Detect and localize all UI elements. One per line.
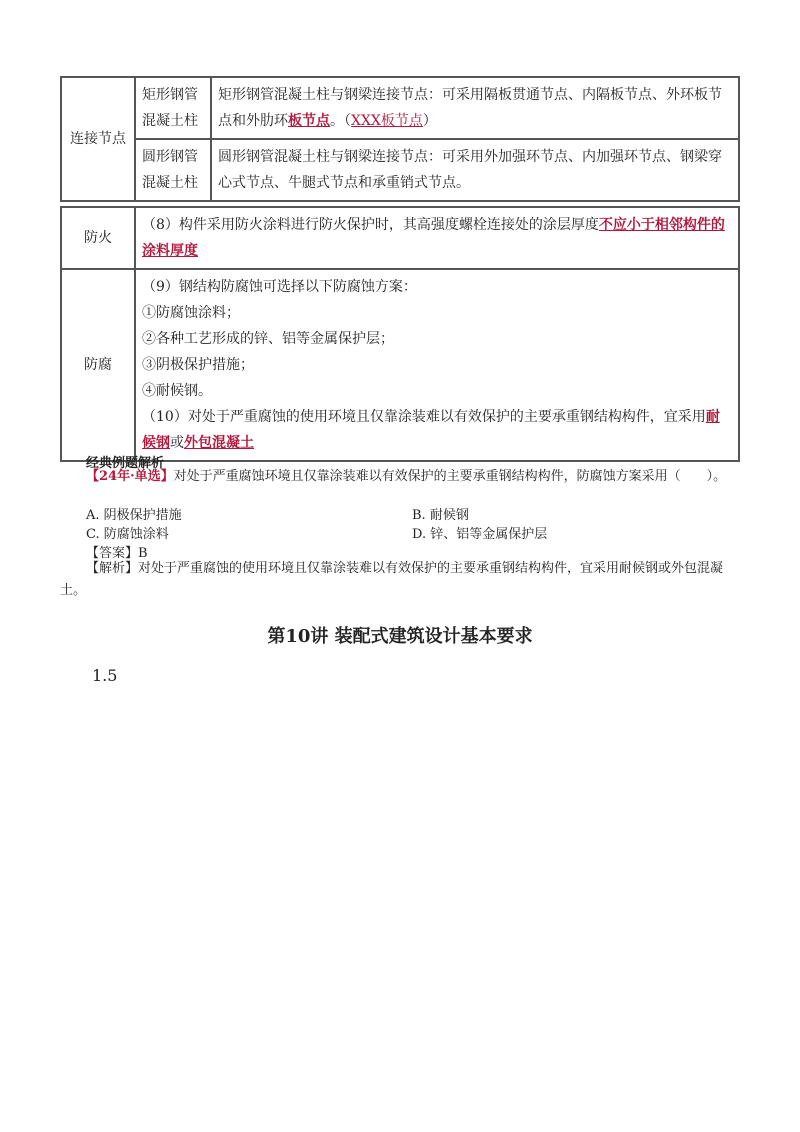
connection-node-table [60,76,740,202]
table-row [61,207,739,269]
question [60,466,740,488]
cell-fire [135,207,739,269]
highlight-text: 外包混凝土 [184,435,254,451]
list-item: ③阴极保护措施； [142,357,254,373]
sub-label-rect [135,77,211,139]
highlight-text: 不应小于相邻构件的涂料厚度 [142,217,725,259]
text: ） [422,113,437,129]
lecture-title: 第10讲 装配式建筑设计基本要求 [267,626,533,647]
list-item: ①防腐蚀涂料； [142,305,240,321]
highlight-text: XXX板节点 [351,113,423,129]
row-label-fire: 防火 [61,207,135,269]
list-item: （9）钢结构防腐蚀可选择以下防腐蚀方案： [142,279,417,295]
text: 矩形钢管混凝土柱与钢梁连接节点：可采用隔板贯通节点、内隔板节点、外环板节点和外肋环 [218,87,722,129]
example-heading: 经典例题解析 [86,456,165,471]
sub-label-line: 混凝土柱 [142,175,198,191]
cell-rect-description [211,77,739,139]
analysis [60,558,740,602]
cell-corrosion [135,269,739,461]
row-label-corrosion: 防腐 [61,269,135,461]
text: 。（ [330,113,351,129]
table-row [61,269,739,461]
sub-label-line: 混凝土柱 [142,113,198,129]
text: 或 [170,435,184,451]
text: （10）对处于严重腐蚀的使用环境且仅靠涂装难以有效保护的主要承重钢结构构件，宜采用 [142,409,706,425]
cell-round-description: 圆形钢管混凝土柱与钢梁连接节点：可采用外加强环节点、内加强环节点、钢梁穿心式节点、牛腿式节点和承重销式节点。 [211,139,739,201]
list-item [142,404,732,456]
option-d: D. 锌、铝等金属保护层 [412,527,548,542]
list-item: ②各种工艺形成的锌、铝等金属保护层； [142,331,394,347]
option-c: C. 防腐蚀涂料 [86,527,169,542]
highlight-text: 板节点 [288,113,330,129]
sub-label-line: 圆形钢管 [142,149,198,165]
list-item: ④耐候钢。 [142,383,212,399]
text: （8）构件采用防火涂料进行防火保护时，其高强度螺栓连接处的涂层厚度 [142,217,599,233]
fire-corrosion-table [60,206,740,462]
table-row [61,77,739,139]
table-row [61,139,739,201]
option-b: B. 耐候钢 [412,508,469,523]
sub-label-line: 矩形钢管 [142,87,198,103]
row-label-connection: 连接节点 [61,77,135,201]
sub-label-round [135,139,211,201]
section-number: 1.5 [92,666,118,685]
analysis-text: 【解析】对处于严重腐蚀的使用环境且仅靠涂装难以有效保护的主要承重钢结构构件，宜采用耐候钢或外包混凝土。 [60,561,724,598]
option-a: A. 阴极保护措施 [86,508,182,523]
highlight-text: 耐候钢 [142,409,720,451]
question-tag: 【24年·单选】 [86,469,174,484]
question-text: 对处于严重腐蚀环境且仅靠涂装难以有效保护的主要承重钢结构构件，防腐蚀方案采用（ ）。 [173,469,727,484]
answer: 【答案】B [86,546,148,561]
